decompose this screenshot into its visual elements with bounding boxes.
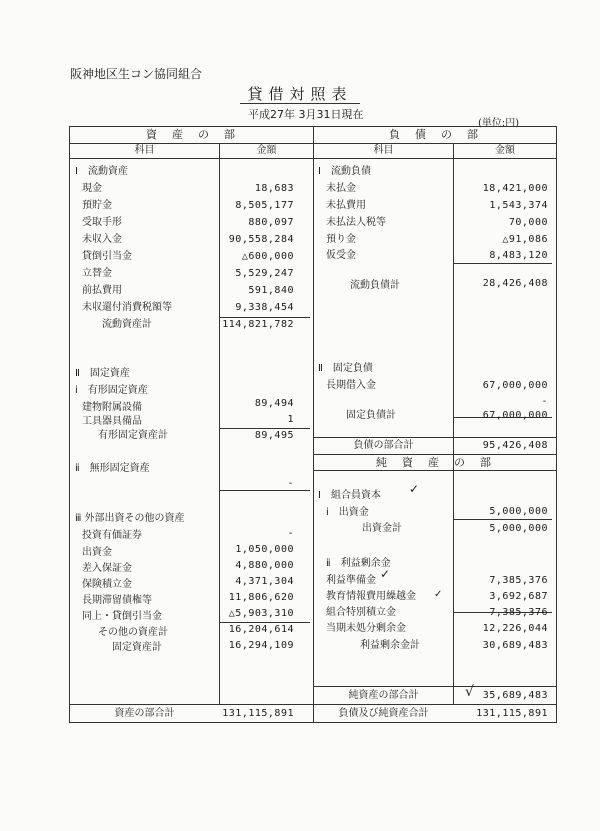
- net-asset-row-value: 7,385,376: [489, 607, 548, 618]
- liability-row-label: 未払費用: [326, 200, 366, 211]
- liability-row-label: Ⅱ 固定負債: [318, 363, 373, 374]
- net-asset-subtotal-label: 利益剰余金計: [360, 640, 420, 651]
- assets-amount-column-header: 金額: [256, 145, 277, 156]
- liability-subtotal-value: 28,426,408: [482, 278, 548, 289]
- net-assets-total-value: 35,689,483: [482, 690, 548, 701]
- column-header-rule: [70, 158, 556, 159]
- liability-row-label: 長期借入金: [326, 380, 376, 391]
- asset-row-label: 貸倒引当金: [82, 251, 132, 262]
- asset-row-value: 1: [287, 414, 294, 425]
- asset-row-label: Ⅰ 流動資産: [75, 166, 128, 177]
- net-asset-row-label: ⅱ 利益剰余金: [326, 558, 391, 569]
- asset-row-label: ⅲ 外部出資その他の資産: [75, 513, 185, 524]
- liability-subtotal-value: 67,000,000: [482, 410, 548, 421]
- liability-row-label: 未払法人税等: [326, 217, 386, 228]
- asset-row-value: △5,903,310: [228, 608, 294, 619]
- liability-row-value: 1,543,374: [489, 200, 548, 211]
- asset-subtotal-label: 固定資産計: [112, 642, 162, 653]
- net-assets-section-header: 純 資 産 の 部: [376, 456, 493, 469]
- liabilities-total-value: 95,426,408: [482, 440, 548, 451]
- asset-row-value: 90,558,284: [228, 234, 294, 245]
- asset-subtotal-label: その他の資産計: [98, 627, 168, 638]
- document-title: 貸借対照表: [247, 85, 353, 103]
- assets-total-value: 131,115,891: [222, 708, 294, 719]
- liability-row-label: 未払金: [326, 183, 356, 194]
- asset-row-value: 1,050,000: [235, 544, 294, 555]
- net-assets-header-rule: [313, 470, 556, 471]
- liability-row-label: 預り金: [326, 234, 356, 245]
- asset-row-value: 89,494: [254, 398, 294, 409]
- asset-row-value: -: [287, 478, 294, 489]
- net-asset-subtotal-label: 出資金計: [362, 523, 402, 534]
- net-asset-row-label: 組合特別積立金: [326, 607, 396, 618]
- net-asset-row-value: 5,000,000: [489, 506, 548, 517]
- check-mark-icon: ✓: [380, 567, 391, 581]
- liability-subtotal-label: 固定負債計: [346, 410, 396, 421]
- liabilities-total-label: 負債の部合計: [353, 440, 414, 451]
- liability-row-value: 8,483,120: [489, 250, 548, 261]
- liabilities-total-top-rule: [313, 437, 556, 438]
- unit-label: (単位:円): [478, 118, 520, 129]
- net-asset-row-label: Ⅰ 組合員資本: [318, 490, 381, 501]
- asset-row-label: 保険積立金: [82, 579, 132, 590]
- asset-row-label: Ⅱ 固定資産: [75, 368, 130, 379]
- net-asset-row-label: ⅰ 出資金: [326, 507, 369, 518]
- assets-total-label: 資産の部合計: [114, 708, 175, 719]
- asset-row-label: 同上・貸倒引当金: [82, 611, 162, 622]
- asset-row-value: -: [287, 528, 294, 539]
- asset-row-label: 投資有価証券: [82, 530, 142, 541]
- asset-subtotal-value: 114,821,782: [222, 319, 294, 330]
- asset-row-label: 出資金: [82, 547, 112, 558]
- net-asset-row-label: 当期未処分剰余金: [326, 623, 406, 634]
- right-subtotal-rule-1: [454, 263, 552, 264]
- asset-subtotal-label: 流動資産計: [102, 319, 152, 330]
- asset-subtotal-label: 有形固定資産計: [98, 430, 168, 441]
- asset-row-label: 現金: [82, 183, 102, 194]
- asset-subtotal-value: 16,204,614: [228, 624, 294, 635]
- net-asset-row-label: 利益準備金: [326, 575, 376, 586]
- asset-subtotal-value: 89,495: [254, 430, 294, 441]
- asset-row-value: 5,529,247: [235, 268, 294, 279]
- center-divider: [313, 127, 314, 722]
- liability-row-value: 67,000,000: [482, 380, 548, 391]
- check-mark-icon: ✓: [409, 482, 420, 496]
- net-assets-total-rule: [313, 686, 556, 687]
- liability-row-value: △91,086: [502, 234, 548, 245]
- asset-row-value: 11,806,620: [228, 592, 294, 603]
- asset-row-label: ⅱ 無形固定資産: [75, 463, 150, 474]
- liability-row-label: Ⅰ 流動負債: [318, 166, 371, 177]
- asset-row-label: 建物附属設備: [82, 402, 142, 413]
- liabilities-section-header: 負 債 の 部: [389, 128, 480, 141]
- asset-row-label: ⅰ 有形固定資産: [75, 385, 148, 396]
- asset-row-label: 立替金: [82, 268, 112, 279]
- net-asset-subtotal-value: 5,000,000: [489, 523, 548, 534]
- asset-row-label: 受取手形: [82, 217, 122, 228]
- net-asset-subtotal-value: 30,689,483: [482, 640, 548, 651]
- asset-row-value: 18,683: [254, 183, 294, 194]
- asset-subtotal-value: 16,294,109: [228, 640, 294, 651]
- asset-row-label: 差入保証金: [82, 563, 132, 574]
- assets-item-column-header: 科目: [134, 145, 155, 156]
- organization-name: 阪神地区生コン協同組合: [70, 67, 203, 81]
- liability-row-label: 仮受金: [326, 250, 356, 261]
- asset-row-value: △600,000: [241, 251, 294, 262]
- liabilities-amount-column-header: 金額: [495, 145, 515, 156]
- as-of-date: 平成27年 3月31日現在: [248, 108, 364, 121]
- title-underline: [240, 103, 360, 104]
- liability-row-value: 18,421,000: [482, 183, 548, 194]
- asset-row-value: 8,505,177: [235, 200, 294, 211]
- balance-sheet-table: [69, 126, 557, 723]
- liabilities-and-net-assets-total-value: 131,115,891: [476, 708, 548, 719]
- assets-section-header: 資 産 の 部: [146, 128, 237, 141]
- right-subtotal-rule-3: [454, 519, 552, 520]
- asset-row-label: 前払費用: [82, 285, 122, 296]
- asset-row-value: 591,840: [248, 285, 294, 296]
- net-asset-row-value: 7,385,376: [489, 575, 548, 586]
- check-mark-icon: ✓: [434, 589, 443, 600]
- net-assets-total-label: 純資産の部合計: [348, 690, 419, 701]
- asset-row-value: 4,880,000: [235, 560, 294, 571]
- asset-row-label: 預貯金: [82, 200, 112, 211]
- total-row-rule: [70, 704, 556, 705]
- check-mark-icon: √: [465, 684, 474, 700]
- asset-row-value: 4,371,304: [235, 576, 294, 587]
- asset-row-label: 未収入金: [82, 234, 122, 245]
- liability-row-value: 70,000: [508, 217, 548, 228]
- net-asset-row-value: 12,226,044: [482, 623, 548, 634]
- net-asset-row-value: 3,692,687: [489, 591, 548, 602]
- liability-subtotal-label: 流動負債計: [350, 280, 400, 291]
- asset-row-label: 長期滞留債権等: [82, 595, 152, 606]
- asset-row-value: 9,338,454: [235, 302, 294, 313]
- liabilities-total-bottom-rule: [313, 454, 556, 455]
- liability-row-value: -: [541, 396, 548, 407]
- asset-row-label: 工具器具備品: [82, 416, 142, 427]
- liabilities-item-column-header: 科目: [373, 145, 394, 156]
- asset-row-value: 880,097: [248, 217, 294, 228]
- net-asset-row-label: 教育情報費用繰越金: [326, 591, 416, 602]
- asset-row-label: 未収還付消費税額等: [82, 302, 172, 313]
- liabilities-and-net-assets-total-label: 負債及び純資産合計: [338, 708, 429, 719]
